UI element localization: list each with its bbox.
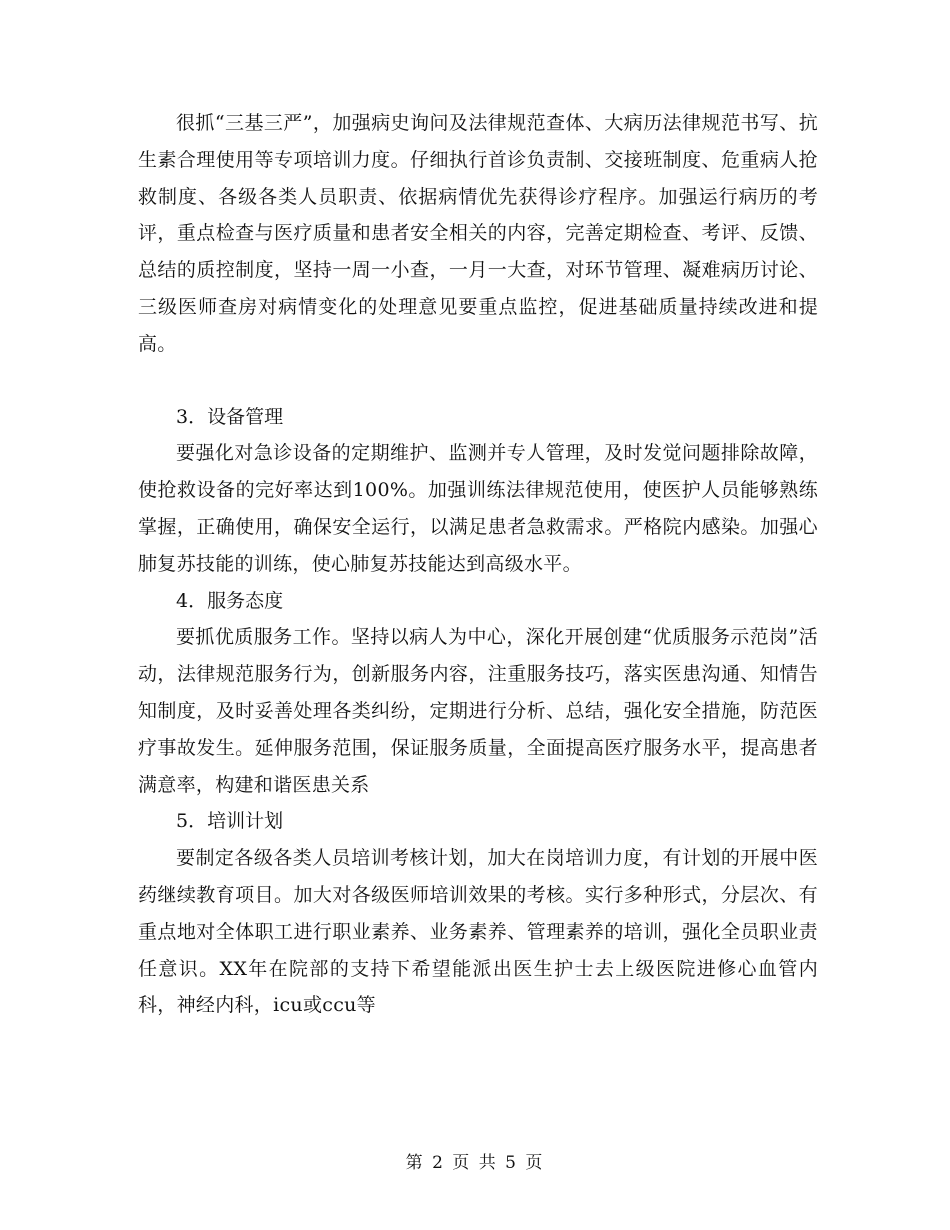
paragraph-quality-control: 很抓“三基三严”，加强病史询问及法律规范查体、大病历法律规范书写、抗生素合理使用等专项培训力度。仔细执行首诊负责制、交接班制度、危重病人抢救制度、各级各类人员职责、依据病情优先获得诊疗程序。加强运行病历的考评，重点检查与医疗质量和患者安全相关的内容，完善定期检查、考评、反馈、总结的质控制度，坚持一周一小查，一月一大查，对环节管理、凝难病历讨论、三级医师查房对病情变化的处理意见要重点监控，促进基础质量持续改进和提高。 — [138, 112, 818, 355]
section-heading-equipment: 3．设备管理 — [176, 405, 284, 428]
page-number-footer: 第 2 页 共 5 页 — [405, 1153, 545, 1173]
paragraph-equipment: 要强化对急诊设备的定期维护、监测并专人管理，及时发觉问题排除故障，使抢救设备的完好率达到100%。加强训练法律规范使用，使医护人员能够熟练掌握，正确使用，确保安全运行，以满足患者急救需求。严格院内感染。加强心肺复苏技能的训练，使心肺复苏技能达到高级水平。 — [138, 442, 818, 575]
paragraph-service: 要抓优质服务工作。坚持以病人为中心，深化开展创建“优质服务示范岗”活动，法律规范服务行为，创新服务内容，注重服务技巧，落实医患沟通、知情告知制度，及时妥善处理各类纠纷，定期进行分析、总结，强化安全措施，防范医疗事故发生。延伸服务范围，保证服务质量，全面提高医疗服务水平，提高患者满意率，构建和谐医患关系 — [138, 626, 818, 796]
paragraph-training: 要制定各级各类人员培训考核计划，加大在岗培训力度，有计划的开展中医药继续教育项目。加大对各级医师培训效果的考核。实行多种形式，分层次、有重点地对全体职工进行职业素养、业务素养、管理素养的培训，强化全员职业责任意识。XX年在院部的支持下希望能派出医生护士去上级医院进修心血管内科，神经内科，icu或ccu等 — [138, 847, 818, 1017]
paragraph-gap — [138, 363, 818, 399]
section-heading-training: 5．培训计划 — [176, 810, 284, 833]
section-heading-service: 4．服务态度 — [176, 589, 284, 612]
document-body — [138, 105, 818, 1024]
